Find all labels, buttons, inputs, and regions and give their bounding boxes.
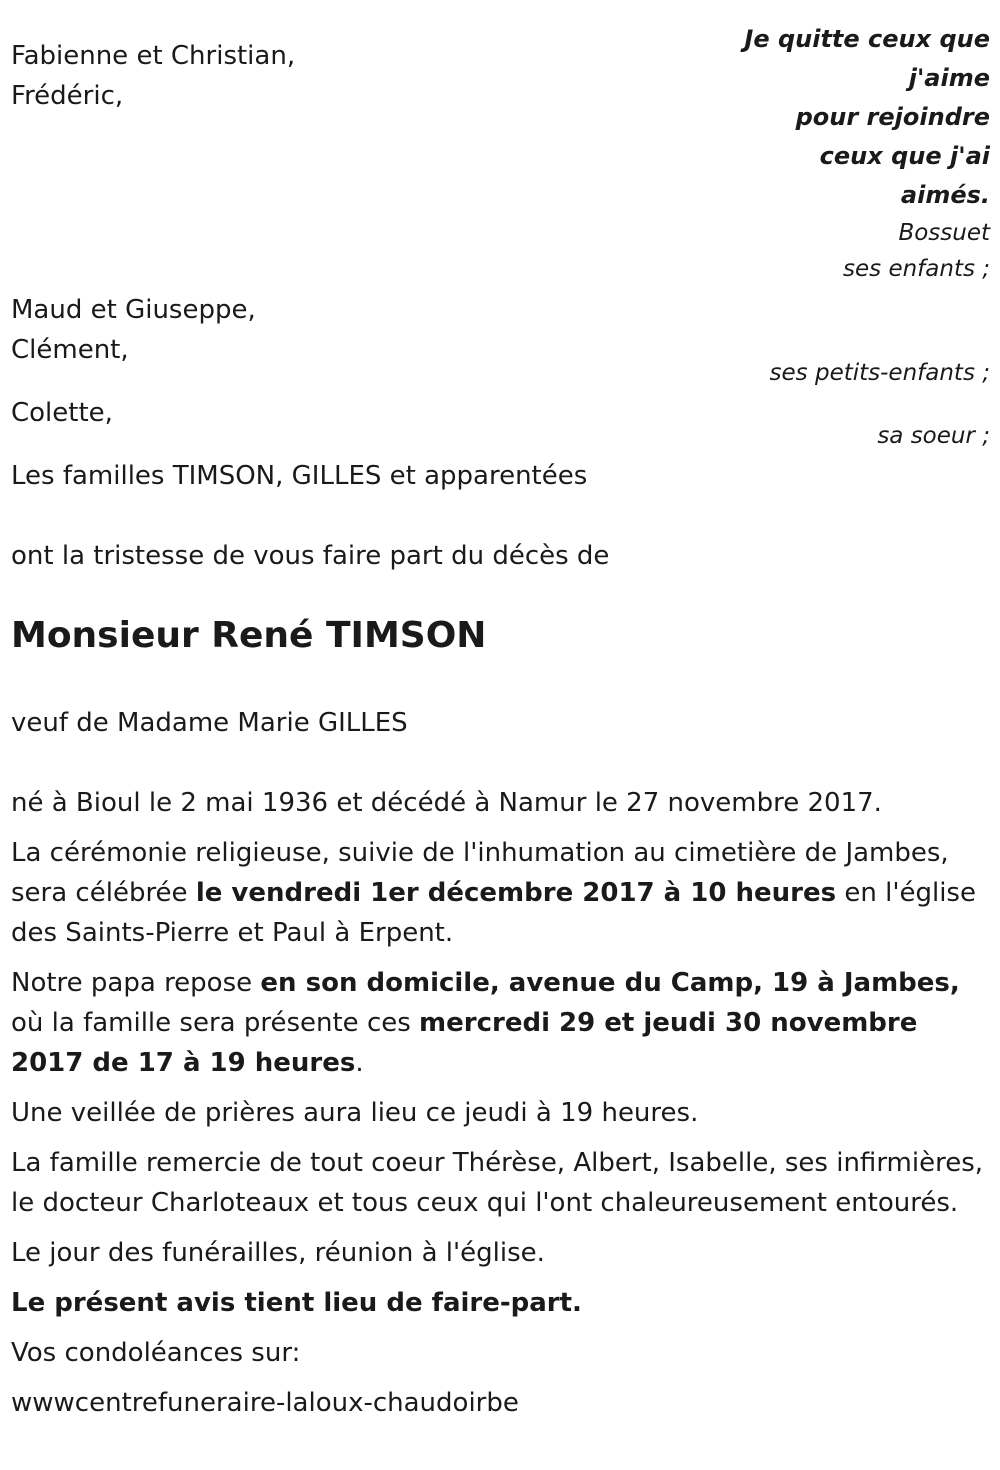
visitation-dates: mercredi 29 et jeudi 30 novembre 2017 de 17 à 19 heures	[11, 1008, 918, 1078]
ceremony-text: La cérémonie religieuse, suivie de l'inhumation au cimetière de Jambes, sera célébrée	[11, 838, 949, 908]
deceased-name: Monsieur René TIMSON	[11, 615, 487, 656]
grandchildren-names: Clément,	[11, 335, 129, 365]
ceremony-date: le vendredi 1er décembre 2017 à 10 heures	[195, 878, 837, 908]
sister-name: Colette,	[11, 398, 113, 428]
quote-line: Je quitte ceux que	[744, 25, 990, 53]
children-names: Fabienne et Christian,	[11, 41, 296, 71]
ceremony-text: en l'église des Saints-Pierre et Paul à Erpent.	[11, 878, 976, 948]
condolences-url[interactable]: wwwcentrefuneraire-laloux-chaudoirbe	[11, 1388, 519, 1418]
quote-line: pour rejoindre	[795, 103, 990, 131]
notice-line: Le présent avis tient lieu de faire-part.	[11, 1288, 582, 1318]
grandchildren-names: Maud et Giuseppe,	[11, 295, 256, 325]
children-names: Frédéric,	[11, 81, 124, 111]
thanks-paragraph: La famille remercie de tout coeur Thérèse, Albert, Isabelle, ses infirmières, le docteur Charloteaux et tous ceux qui l'ont chaleureusement entourés.	[11, 1148, 984, 1218]
widower-line: veuf de Madame Marie GILLES	[11, 708, 408, 738]
visitation-paragraph	[11, 963, 986, 1083]
condolences-label: Vos condoléances sur:	[11, 1338, 301, 1368]
birth-death-line: né à Bioul le 2 mai 1936 et décédé à Namur le 27 novembre 2017.	[11, 788, 882, 818]
children-label: ses enfants ;	[843, 256, 990, 282]
sister-label: sa soeur ;	[877, 423, 990, 449]
visitation-text: Notre papa repose	[11, 968, 261, 998]
grandchildren-label: ses petits-enfants ;	[769, 360, 990, 386]
quote-line: ceux que j'ai	[819, 142, 990, 170]
ceremony-paragraph	[11, 833, 986, 953]
quote-line: j'aime	[908, 64, 990, 92]
quote-author: Bossuet	[898, 220, 990, 246]
quote-block	[730, 20, 990, 215]
quote-line: aimés.	[900, 181, 990, 209]
funeral-meeting-line: Le jour des funérailles, réunion à l'église.	[11, 1238, 545, 1268]
body-text	[11, 783, 986, 1433]
vigil-line: Une veillée de prières aura lieu ce jeudi à 19 heures.	[11, 1098, 699, 1128]
announcement-intro: ont la tristesse de vous faire part du décès de	[11, 541, 610, 571]
families-line: Les familles TIMSON, GILLES et apparentées	[11, 461, 588, 491]
visitation-text: .	[355, 1048, 364, 1078]
visitation-place: en son domicile, avenue du Camp, 19 à Jambes,	[260, 968, 960, 998]
visitation-text: où la famille sera présente ces	[11, 1008, 420, 1038]
